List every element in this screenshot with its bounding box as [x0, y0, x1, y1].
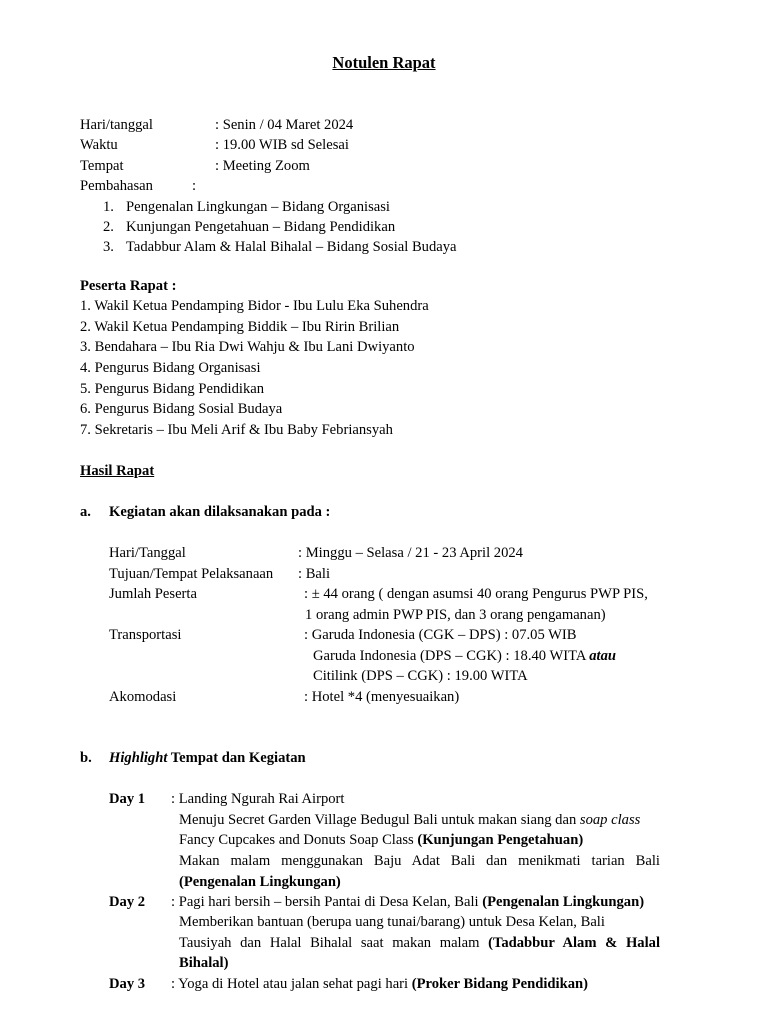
place-value: : Meeting Zoom [215, 158, 310, 174]
day3-label: Day 3 [109, 976, 146, 992]
day1-line: Makan malam menggunakan Baju Adat Bali dan menikmati tarian Bali [179, 853, 660, 869]
participant-item: 6. Pengurus Bidang Sosial Budaya [80, 401, 283, 417]
time-value: : 19.00 WIB sd Selesai [215, 137, 349, 153]
day1-line [179, 830, 583, 851]
day1-line [179, 810, 640, 831]
day1-line-em: soap class [579, 812, 641, 828]
participants-heading: Peserta Rapat : [80, 278, 177, 294]
participant-item: 5. Pengurus Bidang Pendidikan [80, 381, 265, 397]
participant-item: 1. Wakil Ketua Pendamping Bidor - Ibu Lulu Eka Suhendra [80, 298, 429, 314]
day2-line: Memberikan bantuan (berupa uang tunai/barang) untuk Desa Kelan, Bali [179, 914, 605, 930]
document-title: Notulen Rapat [332, 53, 436, 72]
trip-date-label: Hari/Tanggal [109, 545, 186, 561]
transport-return-garuda-text: Garuda Indonesia (DPS – CGK) : 18.40 WITA [313, 648, 590, 664]
section-a-heading: Kegiatan akan dilaksanakan pada : [109, 504, 331, 520]
participant-count-label: Jumlah Peserta [109, 586, 197, 602]
day2-label: Day 2 [109, 894, 146, 910]
time-label: Waktu [80, 137, 118, 153]
day1-label: Day 1 [109, 791, 146, 807]
participant-count-value: : ± 44 orang ( dengan asumsi 40 orang Pengurus PWP PIS, [304, 586, 648, 602]
transport-outbound: : Garuda Indonesia (CGK – DPS) : 07.05 WIB [304, 627, 577, 643]
transport-or-text: atau [589, 648, 616, 664]
topic-text: Kunjungan Pengetahuan – Bidang Pendidikan [126, 219, 396, 235]
day3-line [171, 974, 588, 995]
day3-line-bold: (Proker Bidang Pendidikan) [411, 976, 588, 992]
day2-line [179, 933, 660, 954]
day1-line-text: Fancy Cupcakes and Donuts Soap Class [179, 832, 418, 848]
participant-count-detail: 1 orang admin PWP PIS, dan 3 orang pengamanan) [305, 607, 606, 623]
participant-item: 4. Pengurus Bidang Organisasi [80, 360, 261, 376]
section-b-heading-em: Highlight [109, 750, 168, 766]
destination-value: : Bali [298, 566, 331, 582]
topic-text: Pengenalan Lingkungan – Bidang Organisasi [126, 199, 390, 215]
day2-line-text: : Pagi hari bersih – bersih Pantai di Desa Kelan, Bali [171, 894, 483, 910]
transport-label: Transportasi [109, 627, 182, 643]
day2-line [171, 892, 644, 913]
day2-line-bold: (Pengenalan Lingkungan) [482, 894, 645, 910]
participant-item: 2. Wakil Ketua Pendamping Biddik – Ibu Ririn Brilian [80, 319, 400, 335]
transport-return-citilink: Citilink (DPS – CGK) : 19.00 WITA [313, 668, 528, 684]
topic-num: 3. [103, 239, 114, 255]
day3-line-text: : Yoga di Hotel atau jalan sehat pagi hari [171, 976, 412, 992]
place-label: Tempat [80, 158, 124, 174]
day1-line-text: Menuju Secret Garden Village Bedugul Bali untuk makan siang dan [179, 812, 580, 828]
accommodation-label: Akomodasi [109, 689, 177, 705]
transport-return-garuda [313, 646, 616, 667]
topic-text: Tadabbur Alam & Halal Bihalal – Bidang Sosial Budaya [126, 239, 457, 255]
day1-line-bold: (Pengenalan Lingkungan) [179, 874, 341, 890]
section-a-letter: a. [80, 504, 91, 520]
participant-item: 7. Sekretaris – Ibu Meli Arif & Ibu Baby Febriansyah [80, 422, 393, 438]
participant-item: 3. Bendahara – Ibu Ria Dwi Wahju & Ibu Lani Dwiyanto [80, 339, 415, 355]
day-value: : Senin / 04 Maret 2024 [215, 117, 354, 133]
topics-label: Pembahasan [80, 178, 153, 194]
topics-colon: : [192, 178, 197, 194]
day2-line-text: Tausiyah dan Halal Bihalal saat makan malam [179, 935, 489, 951]
day2-line-bold: (Tadabbur Alam & Halal [488, 935, 660, 951]
section-b-heading [109, 748, 306, 769]
day2-line-bold: Bihalal) [179, 955, 229, 971]
section-b-letter: b. [80, 750, 92, 766]
accommodation-value: : Hotel *4 (menyesuaikan) [304, 689, 460, 705]
destination-label: Tujuan/Tempat Pelaksanaan [109, 566, 274, 582]
day1-line: : Landing Ngurah Rai Airport [171, 791, 345, 807]
results-heading: Hasil Rapat [80, 463, 155, 479]
day1-line-bold: (Kunjungan Pengetahuan) [417, 832, 584, 848]
day-label: Hari/tanggal [80, 117, 153, 133]
topic-num: 2. [103, 219, 114, 235]
trip-date-value: : Minggu – Selasa / 21 - 23 April 2024 [298, 545, 523, 561]
topic-num: 1. [103, 199, 114, 215]
section-b-heading-rest: Tempat dan Kegiatan [167, 750, 306, 766]
